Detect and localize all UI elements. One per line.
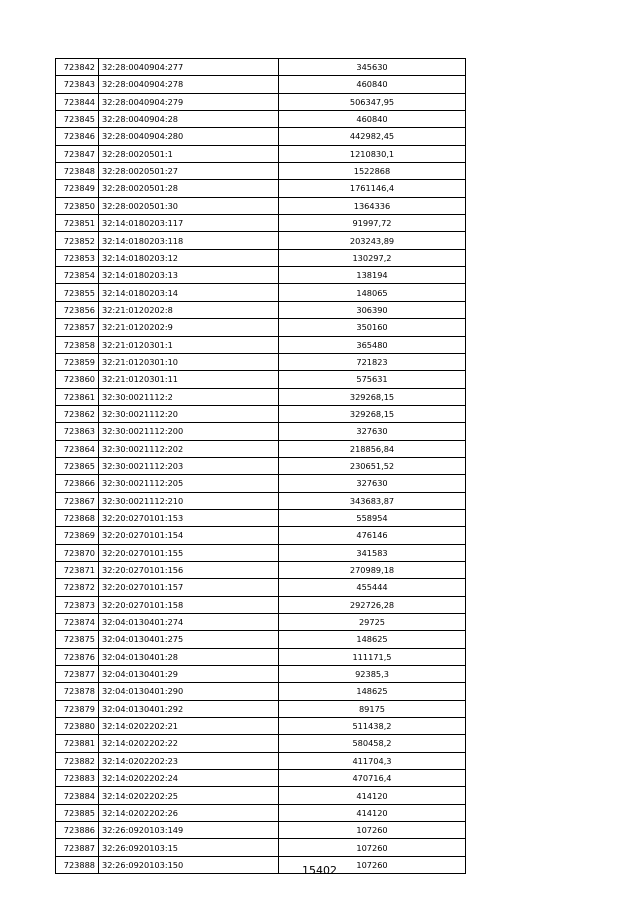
cadastral-number-cell: 32:28:0040904:277 (99, 59, 279, 76)
row-number-cell: 723886 (56, 822, 99, 839)
cadastral-number-cell: 32:14:0180203:14 (99, 284, 279, 301)
cadastral-number-cell: 32:21:0120301:10 (99, 353, 279, 370)
table-row (56, 405, 466, 422)
cadastral-number-cell: 32:20:0270101:155 (99, 544, 279, 561)
row-number-cell: 723852 (56, 232, 99, 249)
row-number-cell: 723885 (56, 804, 99, 821)
row-number-cell: 723873 (56, 596, 99, 613)
value-cell: 411704,3 (279, 752, 466, 769)
row-number-cell: 723850 (56, 197, 99, 214)
cadastral-number-cell: 32:26:0920103:149 (99, 822, 279, 839)
cadastral-number-cell: 32:21:0120301:11 (99, 371, 279, 388)
value-cell: 148065 (279, 284, 466, 301)
cadastral-number-cell: 32:14:0180203:118 (99, 232, 279, 249)
value-cell: 1210830,1 (279, 145, 466, 162)
cadastral-number-cell: 32:04:0130401:292 (99, 700, 279, 717)
table-row (56, 804, 466, 821)
table-row (56, 561, 466, 578)
row-number-cell: 723863 (56, 423, 99, 440)
row-number-cell: 723869 (56, 527, 99, 544)
cadastral-number-cell: 32:26:0920103:15 (99, 839, 279, 856)
table-row (56, 353, 466, 370)
value-cell: 506347,95 (279, 93, 466, 110)
row-number-cell: 723883 (56, 770, 99, 787)
cadastral-number-cell: 32:30:0021112:200 (99, 423, 279, 440)
cadastral-number-cell: 32:30:0021112:210 (99, 492, 279, 509)
value-cell: 414120 (279, 787, 466, 804)
row-number-cell: 723862 (56, 405, 99, 422)
value-cell: 442982,45 (279, 128, 466, 145)
value-cell: 92385,3 (279, 666, 466, 683)
table-row (56, 128, 466, 145)
row-number-cell: 723874 (56, 614, 99, 631)
table-row (56, 579, 466, 596)
cadastral-number-cell: 32:04:0130401:28 (99, 648, 279, 665)
table-row (56, 770, 466, 787)
row-number-cell: 723868 (56, 509, 99, 526)
table-row (56, 752, 466, 769)
row-number-cell: 723881 (56, 735, 99, 752)
row-number-cell: 723844 (56, 93, 99, 110)
table-row (56, 700, 466, 717)
row-number-cell: 723857 (56, 319, 99, 336)
value-cell: 329268,15 (279, 405, 466, 422)
table-row (56, 718, 466, 735)
value-cell: 575631 (279, 371, 466, 388)
table-row (56, 839, 466, 856)
table-row (56, 666, 466, 683)
value-cell: 138194 (279, 267, 466, 284)
table-row (56, 596, 466, 613)
table-row (56, 648, 466, 665)
cadastral-number-cell: 32:04:0130401:274 (99, 614, 279, 631)
row-number-cell: 723861 (56, 388, 99, 405)
row-number-cell: 723855 (56, 284, 99, 301)
page-number: 15402 (302, 864, 337, 877)
row-number-cell: 723845 (56, 111, 99, 128)
table-row (56, 475, 466, 492)
cadastral-number-cell: 32:14:0202202:21 (99, 718, 279, 735)
value-cell: 130297,2 (279, 249, 466, 266)
cadastral-number-cell: 32:20:0270101:156 (99, 561, 279, 578)
cadastral-number-cell: 32:04:0130401:290 (99, 683, 279, 700)
cadastral-number-cell: 32:28:0040904:278 (99, 76, 279, 93)
cadastral-number-cell: 32:04:0130401:275 (99, 631, 279, 648)
row-number-cell: 723858 (56, 336, 99, 353)
cadastral-number-cell: 32:14:0180203:117 (99, 215, 279, 232)
table-row (56, 544, 466, 561)
table-row (56, 440, 466, 457)
cadastral-number-cell: 32:20:0270101:157 (99, 579, 279, 596)
value-cell: 107260 (279, 839, 466, 856)
row-number-cell: 723875 (56, 631, 99, 648)
value-cell: 29725 (279, 614, 466, 631)
table-row (56, 457, 466, 474)
row-number-cell: 723848 (56, 163, 99, 180)
row-number-cell: 723884 (56, 787, 99, 804)
row-number-cell: 723878 (56, 683, 99, 700)
row-number-cell: 723888 (56, 856, 99, 873)
value-cell: 455444 (279, 579, 466, 596)
row-number-cell: 723856 (56, 301, 99, 318)
value-cell: 721823 (279, 353, 466, 370)
value-cell: 107260 (279, 856, 466, 873)
table-row (56, 527, 466, 544)
cadastral-number-cell: 32:28:0020501:30 (99, 197, 279, 214)
cadastral-number-cell: 32:21:0120202:8 (99, 301, 279, 318)
row-number-cell: 723854 (56, 267, 99, 284)
value-cell: 343683,87 (279, 492, 466, 509)
row-number-cell: 723846 (56, 128, 99, 145)
row-number-cell: 723871 (56, 561, 99, 578)
cadastral-number-cell: 32:21:0120301:1 (99, 336, 279, 353)
value-cell: 1522868 (279, 163, 466, 180)
table-row (56, 319, 466, 336)
row-number-cell: 723887 (56, 839, 99, 856)
table-row (56, 215, 466, 232)
table-row (56, 145, 466, 162)
cadastral-number-cell: 32:14:0202202:26 (99, 804, 279, 821)
value-cell: 148625 (279, 683, 466, 700)
cadastral-number-cell: 32:30:0021112:203 (99, 457, 279, 474)
row-number-cell: 723866 (56, 475, 99, 492)
value-cell: 111171,5 (279, 648, 466, 665)
row-number-cell: 723849 (56, 180, 99, 197)
row-number-cell: 723847 (56, 145, 99, 162)
cadastral-number-cell: 32:14:0202202:23 (99, 752, 279, 769)
row-number-cell: 723880 (56, 718, 99, 735)
value-cell: 476146 (279, 527, 466, 544)
cadastral-number-cell: 32:20:0270101:154 (99, 527, 279, 544)
table-row (56, 683, 466, 700)
table-row (56, 267, 466, 284)
row-number-cell: 723870 (56, 544, 99, 561)
cadastral-number-cell: 32:14:0180203:13 (99, 267, 279, 284)
row-number-cell: 723877 (56, 666, 99, 683)
table-row (56, 59, 466, 76)
value-cell: 203243,89 (279, 232, 466, 249)
cadastral-number-cell: 32:28:0020501:27 (99, 163, 279, 180)
value-cell: 470716,4 (279, 770, 466, 787)
value-cell: 1761146,4 (279, 180, 466, 197)
value-cell: 511438,2 (279, 718, 466, 735)
table-row (56, 509, 466, 526)
table-body (56, 59, 466, 874)
row-number-cell: 723843 (56, 76, 99, 93)
table-row (56, 249, 466, 266)
cadastral-number-cell: 32:30:0021112:205 (99, 475, 279, 492)
value-cell: 460840 (279, 111, 466, 128)
table-row (56, 371, 466, 388)
value-cell: 292726,28 (279, 596, 466, 613)
cadastral-number-cell: 32:28:0040904:279 (99, 93, 279, 110)
cadastral-number-cell: 32:21:0120202:9 (99, 319, 279, 336)
row-number-cell: 723842 (56, 59, 99, 76)
cadastral-number-cell: 32:14:0202202:24 (99, 770, 279, 787)
value-cell: 341583 (279, 544, 466, 561)
table-row (56, 423, 466, 440)
table-row (56, 180, 466, 197)
cadastral-number-cell: 32:28:0040904:280 (99, 128, 279, 145)
cadastral-number-cell: 32:14:0202202:25 (99, 787, 279, 804)
row-number-cell: 723867 (56, 492, 99, 509)
cadastral-number-cell: 32:20:0270101:158 (99, 596, 279, 613)
cadastral-number-cell: 32:30:0021112:20 (99, 405, 279, 422)
table-row (56, 111, 466, 128)
cadastral-number-cell: 32:28:0020501:1 (99, 145, 279, 162)
table-row (56, 735, 466, 752)
row-number-cell: 723876 (56, 648, 99, 665)
table-row (56, 163, 466, 180)
row-number-cell: 723864 (56, 440, 99, 457)
table-row (56, 232, 466, 249)
value-cell: 558954 (279, 509, 466, 526)
table-row (56, 631, 466, 648)
value-cell: 148625 (279, 631, 466, 648)
row-number-cell: 723859 (56, 353, 99, 370)
row-number-cell: 723853 (56, 249, 99, 266)
value-cell: 107260 (279, 822, 466, 839)
cadastral-number-cell: 32:20:0270101:153 (99, 509, 279, 526)
row-number-cell: 723860 (56, 371, 99, 388)
table-row (56, 822, 466, 839)
table-row (56, 388, 466, 405)
table-row (56, 93, 466, 110)
row-number-cell: 723882 (56, 752, 99, 769)
table-row (56, 301, 466, 318)
table-row (56, 492, 466, 509)
table-row (56, 787, 466, 804)
cadastral-number-cell: 32:14:0202202:22 (99, 735, 279, 752)
table-row (56, 197, 466, 214)
value-cell: 345630 (279, 59, 466, 76)
value-cell: 365480 (279, 336, 466, 353)
table-row (56, 614, 466, 631)
value-cell: 306390 (279, 301, 466, 318)
value-cell: 89175 (279, 700, 466, 717)
value-cell: 1364336 (279, 197, 466, 214)
value-cell: 91997,72 (279, 215, 466, 232)
table-row (56, 76, 466, 93)
value-cell: 460840 (279, 76, 466, 93)
cadastral-value-table (55, 58, 466, 874)
cadastral-number-cell: 32:30:0021112:2 (99, 388, 279, 405)
row-number-cell: 723851 (56, 215, 99, 232)
value-cell: 327630 (279, 475, 466, 492)
value-cell: 580458,2 (279, 735, 466, 752)
table-row (56, 336, 466, 353)
row-number-cell: 723879 (56, 700, 99, 717)
value-cell: 218856,84 (279, 440, 466, 457)
row-number-cell: 723865 (56, 457, 99, 474)
value-cell: 350160 (279, 319, 466, 336)
cadastral-number-cell: 32:14:0180203:12 (99, 249, 279, 266)
value-cell: 230651,52 (279, 457, 466, 474)
value-cell: 270989,18 (279, 561, 466, 578)
row-number-cell: 723872 (56, 579, 99, 596)
cadastral-number-cell: 32:28:0020501:28 (99, 180, 279, 197)
value-cell: 327630 (279, 423, 466, 440)
cadastral-number-cell: 32:26:0920103:150 (99, 856, 279, 873)
cadastral-number-cell: 32:04:0130401:29 (99, 666, 279, 683)
value-cell: 414120 (279, 804, 466, 821)
value-cell: 329268,15 (279, 388, 466, 405)
table-row (56, 284, 466, 301)
cadastral-number-cell: 32:30:0021112:202 (99, 440, 279, 457)
cadastral-number-cell: 32:28:0040904:28 (99, 111, 279, 128)
